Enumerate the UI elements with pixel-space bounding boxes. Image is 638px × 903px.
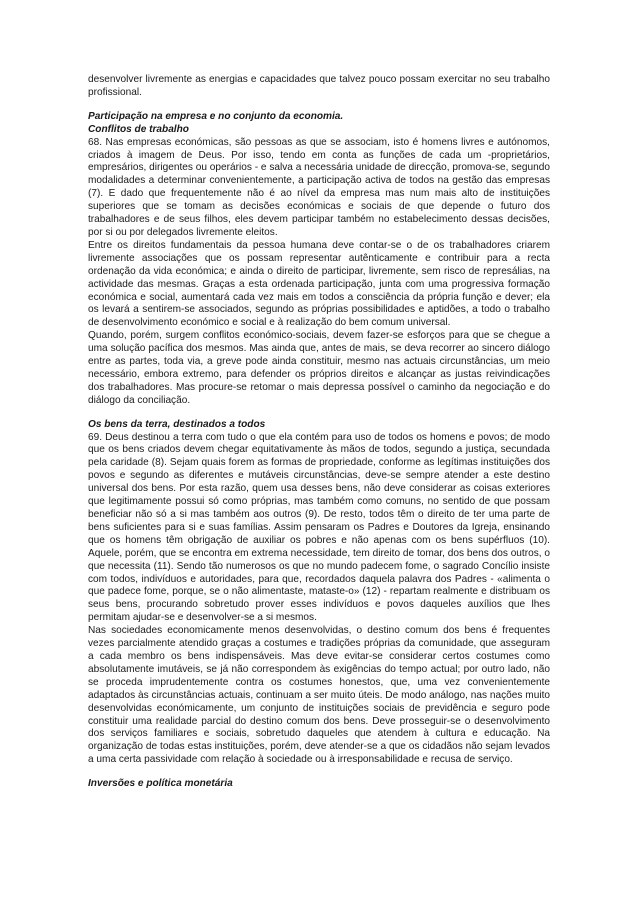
- section-heading-inversoes: Inversões e política monetária: [88, 778, 233, 790]
- section-subheading-conflitos: Conflitos de trabalho: [88, 123, 189, 135]
- document-page: [88, 74, 550, 791]
- intro-paragraph: desenvolver livremente as energias e capacidades que talvez pouco possam exercitar no seu trabalho profissional.: [88, 74, 550, 98]
- paragraph-68: 68. Nas empresas económicas, são pessoas as que se associam, isto é homens livres e autónomos, criados à imagem de Deus. Por isso, tendo em conta as funções de cada um -proprietários, empresários, dirigentes ou operários - e salva a necessária unidade de direcção, promova-se, segundo modalidades a determinar convenientemente, a participação activa de todos na gestão das empresas (7). E dado que frequentemente não é ao nível da empresa mas num mais alto de instituições superiores que se tomam as decisões económicas e sociais de que depende o futuro dos trabalhadores e de seus filhos, eles devem participar também no estabelecimento dessas decisões, por si ou por delegados livremente eleitos.: [88, 136, 550, 238]
- paragraph-69: 69. Deus destinou a terra com tudo o que ela contém para uso de todos os homens e povos; de modo que os bens criados devem chegar equitativamente às mãos de todos, segundo a justiça, secundada pela caridade (8). Sejam quais forem as formas de propriedade, conforme as legítimas instituições dos povos e segundo as diferentes e mutáveis circunstâncias, deve-se sempre atender a este destino universal dos bens. Por esta razão, quem usa desses bens, não deve considerar as coisas exteriores que legitimamente possui só como próprias, mas também como comuns, no sentido de que possam beneficiar não só a si mas também aos outros (9). De resto, todos têm o direito de ter uma parte de bens suficientes para si e suas famílias. Assim pensaram os Padres e Doutores da Igreja, ensinando que os homens têm obrigação de auxiliar os pobres e não apenas com os bens supérfluos (10). Aquele, porém, que se encontra em extrema necessidade, tem direito de tomar, dos bens dos outros, o que necessita (11). Sendo tão numerosos os que no mundo padecem fome, o sagrado Concílio insiste com todos, indivíduos e autoridades, para que, recordados daquela palavra dos Padres - «alimenta o que padece fome, porque, se o não alimentaste, mataste-o» (12) - repartam realmente e distribuam os seus bens, procurando sobretudo prover esses indivíduos e povos daqueles auxílios que lhes permitam ajudar-se e desenvolver-se a si mesmos.: [88, 431, 550, 624]
- section-heading-bens-da-terra: Os bens da terra, destinados a todos: [88, 418, 266, 430]
- spacer: [88, 767, 550, 778]
- paragraph-conflitos: Quando, porém, surgem conflitos económico-sociais, devem fazer-se esforços para que se chegue a uma solução pacífica dos mesmos. Mas ainda que, antes de mais, se deva recorrer ao sincero diálogo entre as partes, toda via, a greve pode ainda constituir, mesmo nas actuais circunstâncias, um meio necessário, embora extremo, para defender os próprios direitos e alcançar as justas reivindicações dos trabalhadores. Mas procure-se retomar o mais depressa possível o caminho da negociação e do diálogo da conciliação.: [88, 330, 550, 406]
- section-heading-participacao: Participação na empresa e no conjunto da economia.: [88, 110, 344, 122]
- spacer: [88, 408, 550, 419]
- paragraph-sociedades: Nas sociedades economicamente menos desenvolvidas, o destino comum dos bens é frequentes vezes parcialmente atendido graças a costumes e tradições próprias da comunidade, que asseguram a cada membro os bens indispensáveis. Mas deve evitar-se considerar certos costumes como absolutamente imutáveis, se já não correspondem às exigências do tempo actual; por outro lado, não se proceda imprudentemente contra os costumes honestos, que, uma vez convenientemente adaptados às circunstâncias actuais, continuam a ser muito úteis. De modo análogo, nas nações muito desenvolvidas económicamente, um conjunto de instituições sociais de previdência e seguro pode constituir uma realidade parcial do destino comum dos bens. Deve prosseguir-se o desenvolvimento dos serviços familiares e sociais, sobretudo daqueles que atendem à cultura e educação. Na organização de todas estas instituições, porém, deve atender-se a que os cidadãos não sejam levados a uma certa passividade com relação à sociedade ou à irresponsabilidade e recusa de serviço.: [88, 625, 550, 766]
- spacer: [88, 100, 550, 111]
- paragraph-direitos: Entre os direitos fundamentais da pessoa humana deve contar-se o de os trabalhadores criarem livremente associações que os possam representar autênticamente e contribuir para a recta ordenação da vida económica; e ainda o direito de participar, livremente, sem risco de represálias, na actividade das mesmas. Graças a esta ordenada participação, junta com uma progressiva formação económica e social, aumentará cada vez mais em todos a consciência da própria função e dever; ela os levará a sentirem-se associados, segundo as próprias possibilidades e aptidões, a todo o trabalho de desenvolvimento económico e social e à realização do bem comum universal.: [88, 239, 550, 329]
